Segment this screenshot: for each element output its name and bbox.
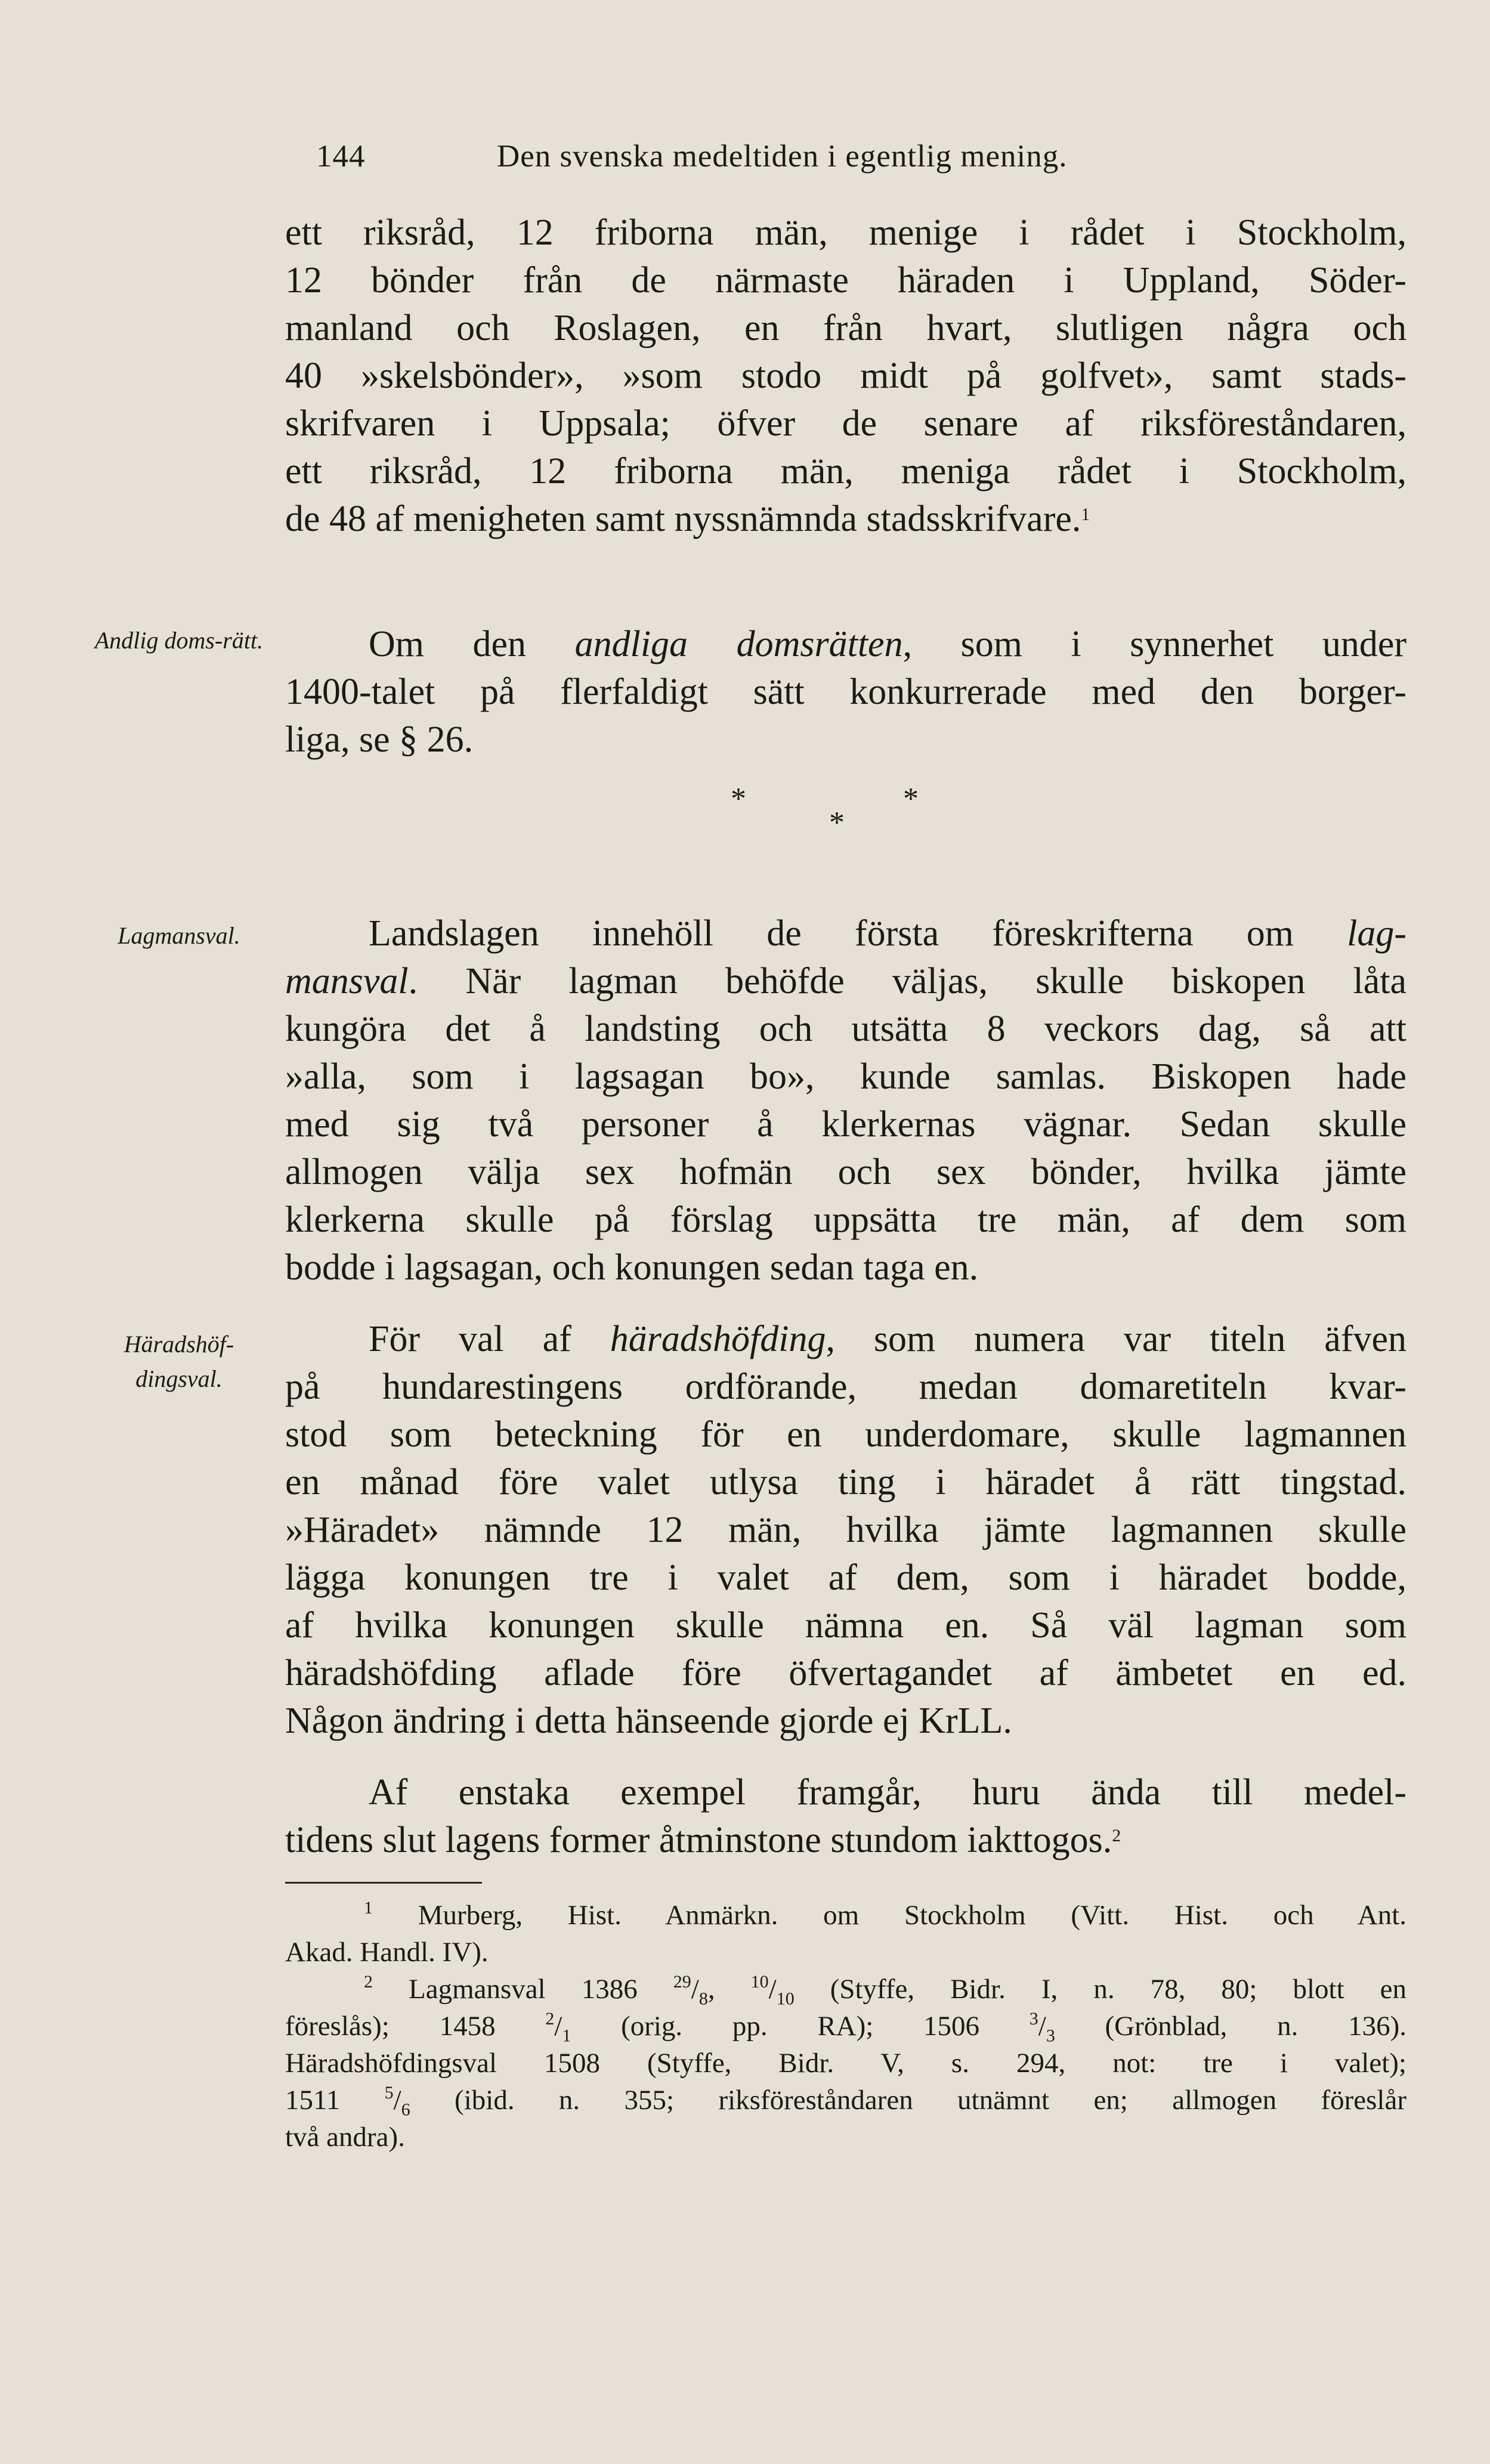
text-line: Om den andliga domsrätten, som i synnerhet under (369, 624, 1407, 664)
text-line: Någon ändring i detta hänseende gjorde ej KrLL. (285, 1701, 1012, 1741)
text-line: 12 bönder från de närmaste häraden i Uppland, Söder- (285, 260, 1406, 301)
footnote-2-line: $^2$ Lagmansval 1386 $^{29}/_8$, $^{10}/_{10}$ (Styffe, Bidr. I, n. 78, 80; blott en (364, 1972, 1407, 2009)
text-line: lägga konungen tre i valet af dem, som i häradet bodde, (285, 1557, 1406, 1598)
text-line: med sig två personer å klerkernas vägnar. Sedan skulle (285, 1104, 1406, 1145)
page-number: 144 (316, 139, 366, 174)
text-line: bodde i lagsagan, och konungen sedan taga en. (285, 1247, 979, 1288)
footnote-rule (285, 1882, 482, 1884)
text-line: ett riksråd, 12 friborna män, meniga rådet i Stockholm, (285, 451, 1406, 491)
footnote-1-line: $^1$ Murberg, Hist. Anmärkn. om Stockholm (Vitt. Hist. och Ant. (364, 1898, 1407, 1931)
text-line: kungöra det å landsting och utsätta 8 veckors dag, så att (285, 1009, 1406, 1049)
text-line: af hvilka konungen skulle nämna en. Så väl lagman som (285, 1605, 1406, 1646)
text-line: mansval. När lagman behöfde väljas, skulle biskopen låta (285, 961, 1406, 1001)
text-line: »alla, som i lagsagan bo», kunde samlas. Biskopen hade (285, 1056, 1406, 1097)
text-line: på hundarestingens ordförande, medan domaretiteln kvar- (285, 1367, 1406, 1407)
text-line: 40 »skelsbönder», »som stodo midt på golfvet», samt stads- (285, 355, 1406, 396)
margin-note-lagmansval: Lagmansval. (118, 922, 240, 949)
text-line: stod som beteckning för en underdomare, skulle lagmannen (285, 1414, 1406, 1455)
footnote-ref: 2 (1112, 1826, 1121, 1845)
asterism-bottom: * (829, 806, 845, 840)
text-line: 1400-talet på flerfaldigt sätt konkurrerade med den borger- (285, 672, 1406, 712)
text-line: en månad före valet utlysa ting i häradet å rätt tingstad. (285, 1462, 1406, 1502)
footnote-2-line: 1511 $^5/_6$ (ibid. n. 355; riksföreståndaren utnämnt en; allmogen föreslår (285, 2083, 1406, 2120)
running-title: Den svenska medeltiden i egentlig mening. (497, 139, 1068, 174)
margin-note-haradshofdingsval: Häradshöf-dingsval. (123, 1331, 234, 1392)
text-line: tidens slut lagens former åtminstone stundom iakttogos.$^2$ (285, 1820, 1121, 1860)
text-line: Landslagen innehöll de första föreskrifterna om lag- (369, 913, 1406, 954)
text-line: »Häradet» nämnde 12 män, hvilka jämte lagmannen skulle (285, 1510, 1406, 1550)
text-line: För val af häradshöfding, som numera var titeln äfven (369, 1319, 1406, 1359)
text-line: Af enstaka exempel framgår, huru ända till medel- (369, 1772, 1406, 1813)
footnote-ref: 1 (1081, 505, 1090, 524)
footnote-2-line: föreslås); 1458 $^2/_1$ (orig. pp. RA); 1506 $^3/_3$ (Grönblad, n. 136). (285, 2009, 1406, 2046)
asterism-top: * * (731, 782, 919, 816)
text-line: allmogen välja sex hofmän och sex bönder, hvilka jämte (285, 1152, 1406, 1192)
text-line: häradshöfding aflade före öfvertagandet af ämbetet en ed. (285, 1653, 1406, 1693)
margin-note-andlig-domsratt: Andlig doms-rätt. (94, 627, 264, 654)
text-line: ett riksråd, 12 friborna män, menige i rådet i Stockholm, (285, 212, 1406, 253)
footnote-2-line: två andra). (285, 2122, 405, 2153)
text-line: manland och Roslagen, en från hvart, slutligen några och (285, 308, 1406, 348)
footnote-2-line: Häradshöfdingsval 1508 (Styffe, Bidr. V, s. 294, not: tre i valet); (285, 2048, 1406, 2079)
text-line: klerkerna skulle på förslag uppsätta tre män, af dem som (285, 1199, 1406, 1240)
footnote-1-line: Akad. Handl. IV). (285, 1937, 489, 1968)
text-line: liga, se § 26. (285, 719, 474, 760)
text-line: de 48 af menigheten samt nyssnämnda stadsskrifvare.$^1$ (285, 499, 1090, 539)
text-line: skrifvaren i Uppsala; öfver de senare af riksföreståndaren, (285, 403, 1406, 444)
